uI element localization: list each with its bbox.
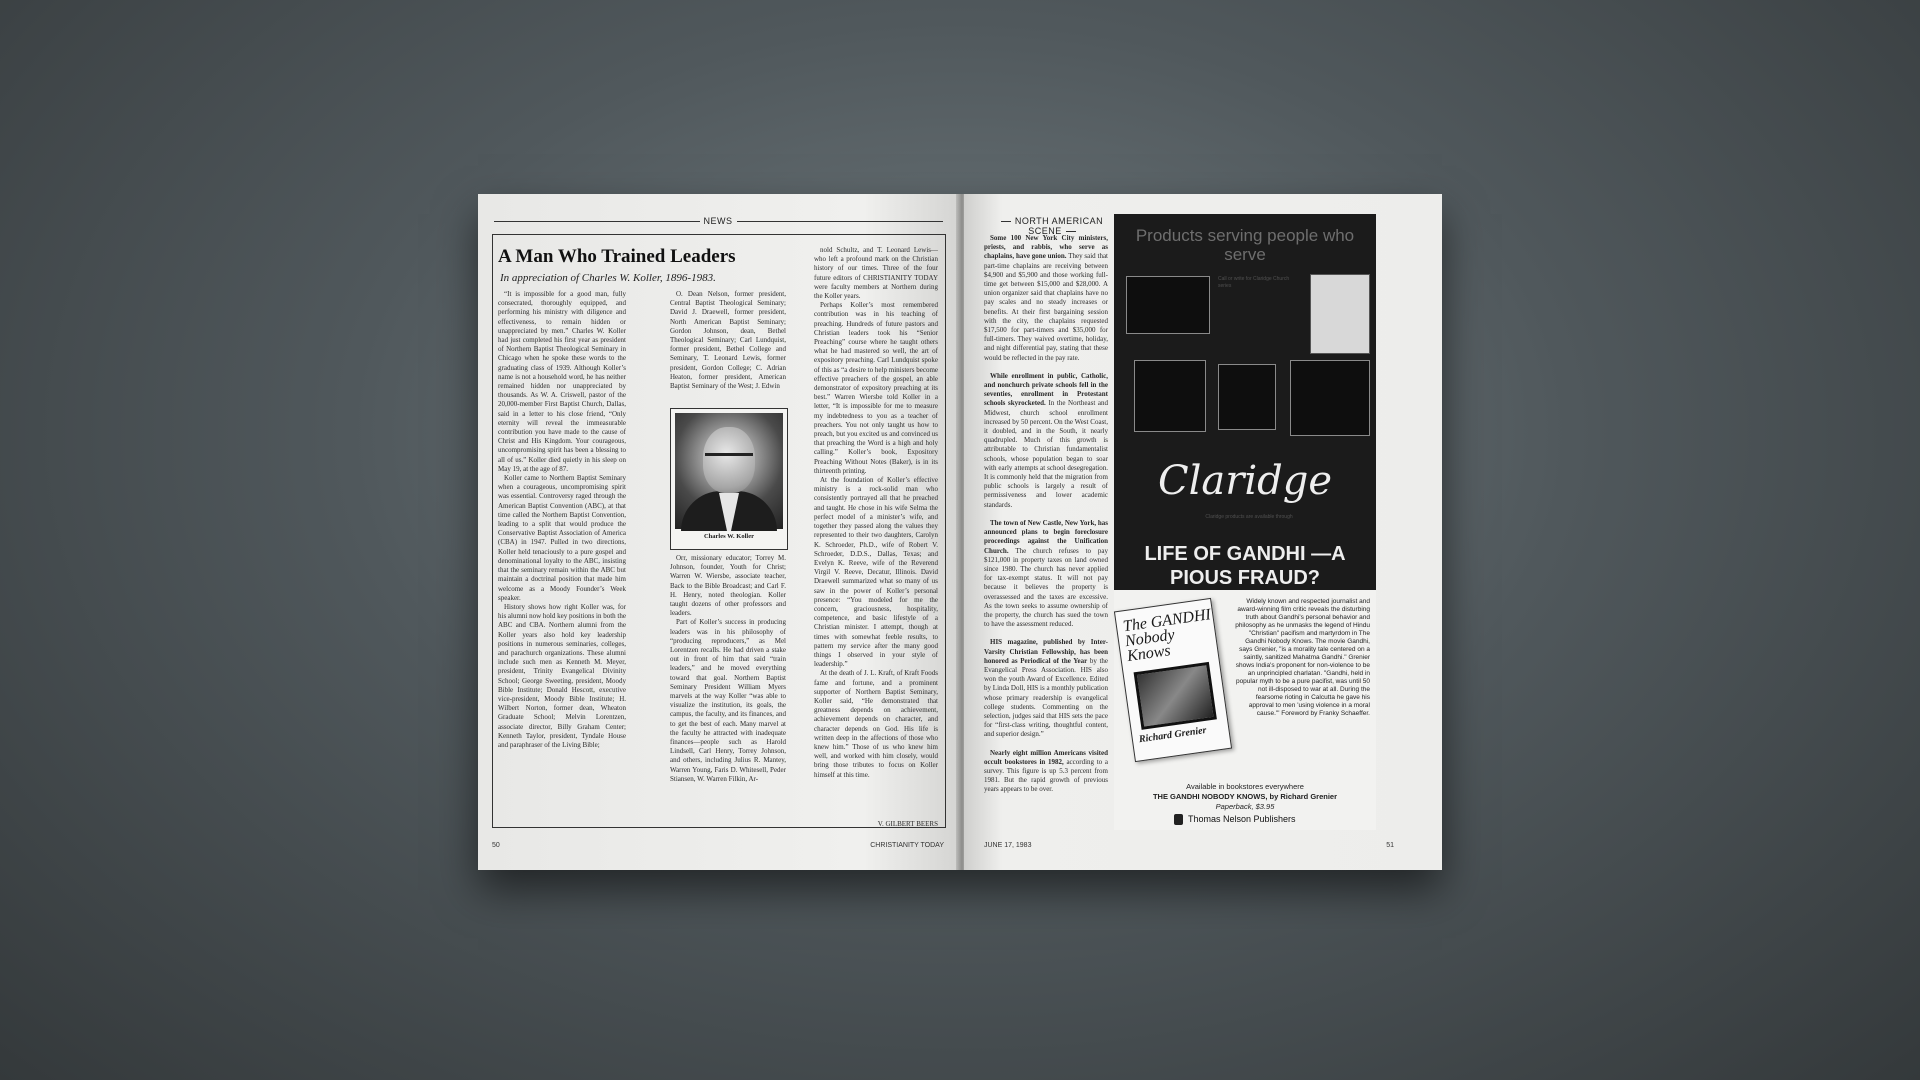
book-cover bbox=[1114, 598, 1232, 762]
publisher-line bbox=[1174, 814, 1296, 825]
article-subhead: In appreciation of Charles W. Koller, 1896-1983. bbox=[500, 272, 716, 284]
paragraph: nold Schultz, and T. Leonard Lewis—who left a profound mark on the Christian history of our times. Three of the four future editors of CHRISTIANITY TODAY were faculty members at Northern during the Koller years. bbox=[814, 246, 938, 301]
paragraph: O. Dean Nelson, former president, Central Baptist Theological Seminary; David J. Draewell, former president, North American Baptist Seminary; Gordon Johnson, dean, Bethel Theological Seminary; Carl Lundquist, former president, Bethel College and Seminary, T. Leonard Lewis, former president, Gordon College; C. Adrian Heaton, former president, American Baptist Seminary of the West; J. Edwin bbox=[670, 290, 786, 391]
publisher-logo-icon bbox=[1174, 814, 1183, 825]
news-item: The town of New Castle, New York, has announced plans to begin foreclosure proceedings against the Unification Church. The church refuses to pay $121,000 in property taxes on land owned since 1980. The church has never applied for tax-exempt status. It will not pay because it believes the property is overassessed and the taxes are excessive. As the town seeks to assume ownership of the property, the church has sued the town to have the assessment reduced. bbox=[984, 518, 1108, 629]
article-column-2-bottom bbox=[670, 554, 786, 820]
availability-block bbox=[1114, 782, 1376, 812]
magazine-name: CHRISTIANITY TODAY bbox=[870, 842, 944, 849]
product-easel-icon bbox=[1134, 360, 1206, 432]
article-column-1 bbox=[498, 290, 626, 820]
news-column bbox=[984, 234, 1108, 830]
product-signboard-icon bbox=[1290, 360, 1370, 436]
paragraph: Perhaps Koller’s most remembered contribution was in his teaching of preaching. Hundreds of future pastors and Christian leaders took his “Senior Preaching” course where he taught others what he had mastered so well, the art of expository preaching. Carl Lundquist spoke of this as “a desire to help ministers become effective preachers of the gospel, an able demonstrator of expository preaching at its best.” Warren Wiersbe told Koller in a letter, “It is impossible for me to measure my indebtedness to you as a teacher of preachers. You not only taught us how to preach, but you excited us and convinced us that preaching the Word is a high and holy calling.” Koller’s book, Expository Preaching Without Notes (Baker), is in its thirteenth printing. bbox=[814, 301, 938, 475]
claridge-ad bbox=[1114, 214, 1376, 534]
photo-caption: Charles W. Koller bbox=[703, 533, 754, 540]
issue-date: JUNE 17, 1983 bbox=[984, 842, 1032, 849]
product-rack-icon bbox=[1310, 274, 1370, 354]
paragraph: At the death of J. L. Kraft, of Kraft Foods fame and fortune, and a prominent supporter of Northern Baptist Seminary, Koller said, “He demonstrated that greatness depends on achievement, achievement depends on character, and character depends on God. His life is written deep in the affections of those who knew him.” Those of us who knew him well, and worked with him closely, would bring those tributes to focus on Koller himself at this time. bbox=[814, 669, 938, 779]
paragraph: Koller came to Northern Baptist Seminary when a courageous, uncompromising spirit was essential. Controversy raged through the American Baptist Convention (ABC), at that time called the Northern Baptist Convention, leading to a split that would produce the Conservative Baptist Association of America (CBA) in 1947. Pulled in two directions, Koller held tenaciously to a pure gospel and denominational loyalty to the ABC, insisting that the seminary remain within the ABC but maintain a doctrinal position that made him welcome as a Moody Founder’s Week speaker. bbox=[498, 474, 626, 602]
portrait-photo bbox=[670, 408, 788, 550]
portrait-image bbox=[675, 413, 783, 529]
claridge-headline: Products serving people who serve bbox=[1135, 226, 1355, 264]
left-page bbox=[478, 194, 960, 870]
book-price: Paperback, $3.95 bbox=[1215, 802, 1275, 811]
news-item: Some 100 New York City ministers, priests, and rabbis, who serve as chaplains, have gone union. They said that part-time chaplains are receiving between $4,900 and $5,900 and those working full-time get between $15,000 and $28,000. A union organizer said that chaplains have no pay scales and no steady increases or benefits. At their first bargaining session with the city, the chaplains requested $17,500 for part-timers and $35,000 for full-timers. They waived overtime, holiday, and night differential pay, stating that these would be reflected in the pay rate. bbox=[984, 234, 1108, 362]
section-label: NEWS bbox=[490, 216, 946, 226]
paragraph: History shows how right Koller was, for his alumni now hold key positions in both the ABC and CBA. Northern alumni from the Koller years also hold key leadership positions in numerous seminaries, colleges, and parachurch organizations. These alumni include such men as Kenneth M. Meyer, president, Trinity Evangelical Divinity School; George Sweeting, president, Moody Bible Institute; Donald Hescott, executive vice-president, Moody Bible Institute; H. Wilbert Norton, former dean, Wheaton Graduate School; Melvin Lorentzen, associate director, Billy Graham Center; Kenneth Taylor, president, Tyndale House and paraphraser of the Living Bible; bbox=[498, 602, 626, 749]
book-cover-photo bbox=[1134, 662, 1217, 730]
gandhi-book-ad bbox=[1114, 534, 1376, 830]
book-author: Richard Grenier bbox=[1138, 724, 1208, 746]
book-title: The GANDHI Nobody Knows bbox=[1121, 606, 1212, 666]
byline bbox=[868, 820, 938, 830]
claridge-tagline: Call or write for Claridge Church series bbox=[1218, 276, 1290, 289]
paragraph: Part of Koller’s success in producing leaders was in his philosophy of “producing reproducers,” as Mel Lorentzen recalls. He had driven a stake out in front of him that said “train leaders,” and he moved everything toward that goal. Northern Baptist Seminary President William Myers marvels at the way Koller “was able to visualize the institution, its goals, the campus, the faculty, and its finances, and to get the best of each. Many marvel at the faculty he attracted with inadequate finances—people such as Harold Lindsell, Carl Henry, Torrey Johnson, and others, including Julius R. Mantey, Warren Young, Faris D. Whitesell, Peder Stiansen, W. Warren Filkin, Ar- bbox=[670, 618, 786, 783]
article-column-2-top bbox=[670, 290, 786, 406]
news-item: HIS magazine, published by Inter-Varsity Christian Fellowship, has been honored as Periodical of the Year by the Evangelical Press Association. HIS also won the youth Award of Excellence. Edited by Linda Doll, HIS is a monthly publication whose primary readership is evangelical college students. Commenting on the selection, judges said that HIS sets the pace for “first-class writing, thoughtful content, and superior design.” bbox=[984, 638, 1108, 739]
portrait-glasses bbox=[705, 453, 753, 466]
magazine-spread bbox=[478, 194, 1442, 870]
paragraph: At the foundation of Koller’s effective ministry is a rock-solid man who consistently portrayed all that he preached and taught. He chose in his wife Selma the perfect model of a minister’s wife, and together they passed along the values they represented to their two daughters, Carolyn K. Schroeder, Ph.D., wife of Robert V. Schroeder, D.D.S., Dallas, Texas; and Evelyn K. Reeve, wife of the Reverend Virgil V. Reeve, Decatur, Illinois. David Draewell summarized what so many of us saw in the power of Koller’s personal presence: “You modeled for me the concern, graciousness, hospitality, competence, and basic lifestyle of a Christian minister. I attempt, though at times with somewhat feeble results, to pattern my service after the many good things I observed in your style of leadership.” bbox=[814, 476, 938, 669]
product-directory-icon bbox=[1218, 364, 1276, 430]
publisher-name: Thomas Nelson Publishers bbox=[1188, 814, 1296, 824]
book-title-line: THE GANDHI NOBODY KNOWS, by Richard Grenier bbox=[1152, 792, 1338, 801]
gandhi-ad-copy: Widely known and respected journalist and award-winning film critic reveals the disturbing truth about Gandhi's personal behavior and philosophy as he unmasks the legend of Hindu "Christian" pacifism and martyrdom in The Gandhi Nobody Knows. The movie Gandhi, says Grenier, "is a morality tale centered on a saintly, sanitized Mahatma Gandhi." Grenier shows India's proponent for non-violence to be an unprincipled charlatan. "Gandhi, held in popular myth to be a pure pacifist, was until 50 not ill-disposed to war at all. During the fearsome rioting in Calcutta he gave his approval to men 'using violence in a moral cause.'" Foreword by Franky Schaeffer. bbox=[1235, 598, 1370, 717]
availability-text: Available in bookstores everywhere bbox=[1186, 782, 1304, 791]
author-signature: V. GILBERT BEERS bbox=[877, 820, 938, 828]
claridge-footer: Claridge products are available through bbox=[1205, 514, 1293, 520]
paragraph: “It is impossible for a good man, fully consecrated, thoroughly equipped, and performing his ministry with diligence and effectiveness, to remain hidden or unappreciated by men.” Charles W. Koller had just completed his first year as president of Northern Baptist Theological Seminary in Chicago when he spoke these words to the graduating class of 1939. Although Koller’s name is not a household word, he has neither remained hidden nor unappreciated by thousands. As W. A. Criswell, pastor of the 20,000-member First Baptist Church, Dallas, said in a letter to his close friend, “Only eternity will reveal the immeasurable contribution you have made to the cause of Christ and His Kingdom. Your courageous, uncompromising spirit has been a blessing to all of us.” Koller died quietly in his sleep on May 19, at the age of 87. bbox=[498, 290, 626, 473]
news-item: Nearly eight million Americans visited occult bookstores in 1982, according to a survey. This figure is up 5.3 percent from 1981. But the rapid growth of previous years appears to be over. bbox=[984, 748, 1108, 794]
article-column-3 bbox=[814, 246, 938, 820]
page-number-right: 51 bbox=[1386, 842, 1394, 849]
page-number-left: 50 bbox=[492, 842, 500, 849]
article-headline: A Man Who Trained Leaders bbox=[498, 246, 736, 267]
product-board-icon bbox=[1126, 276, 1210, 334]
gandhi-ad-headline: LIFE OF GANDHI —A PIOUS FRAUD? bbox=[1114, 534, 1376, 590]
paragraph: Orr, missionary educator; Torrey M. Johnson, founder, Youth for Christ; Warren W. Wiersbe, associate teacher, Back to the Bible Broadcast; and Carl F. H. Henry, noted theologian. Koller taught dozens of other professors and leaders. bbox=[670, 554, 786, 618]
claridge-logo: Claridge bbox=[1157, 458, 1333, 504]
right-page bbox=[964, 194, 1442, 870]
section-label: NORTH AMERICAN SCENE bbox=[982, 216, 1122, 236]
news-item: While enrollment in public, Catholic, and nonchurch private schools fell in the seventies, enrollment in Protestant schools skyrocketed. In the Northeast and Midwest, church school enrollment increased by 50 percent. On the West Coast, it doubled, and in the South, it nearly quadrupled. Much of this growth is attributable to Christian fundamentalist schools, whose population began to soar with early attempts at school desegregation. It is commonly held that the migration from public schools is largely a result of permissiveness and lower academic standards. bbox=[984, 371, 1108, 509]
